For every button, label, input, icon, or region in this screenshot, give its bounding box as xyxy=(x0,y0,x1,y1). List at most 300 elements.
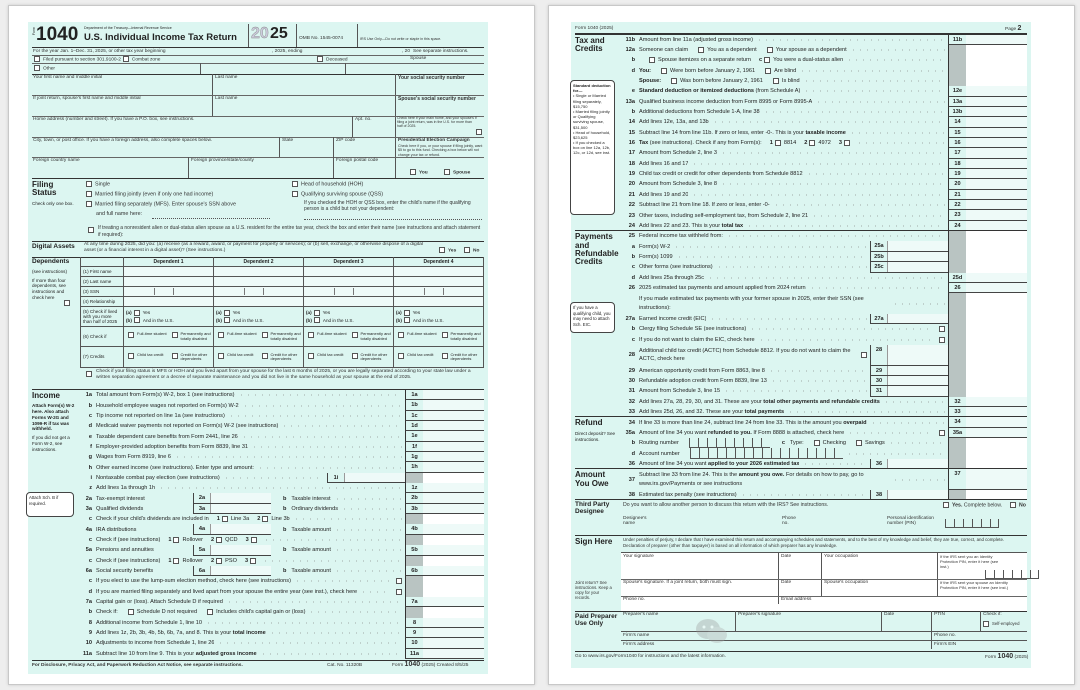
dependent-check[interactable]: Child tax credit xyxy=(306,353,348,362)
checkbox[interactable] xyxy=(34,65,40,71)
amount-field[interactable] xyxy=(888,241,948,250)
line-text: Add lines 25a through 25c xyxy=(639,274,704,281)
amount-field[interactable] xyxy=(423,628,484,638)
amount-field[interactable] xyxy=(423,411,484,421)
checkbox-option[interactable] xyxy=(168,537,203,543)
inline-amount-box[interactable] xyxy=(870,314,948,324)
checkbox[interactable] xyxy=(86,181,92,187)
spouse-occupation-field[interactable]: Spouse's occupation xyxy=(824,580,869,585)
lived-with-yes[interactable]: (a) Yes xyxy=(396,310,421,316)
last-name-field[interactable]: Last name xyxy=(215,75,238,80)
checkbox[interactable] xyxy=(128,609,134,615)
amount-field[interactable] xyxy=(423,483,484,493)
checkbox-option[interactable] xyxy=(759,57,843,63)
amount-field[interactable] xyxy=(423,390,484,400)
amount-field[interactable] xyxy=(966,128,1027,138)
inline-amount-box[interactable] xyxy=(327,473,405,483)
main-home-checkbox[interactable] xyxy=(476,129,482,135)
line-32 xyxy=(623,397,1027,407)
inline-amount-box[interactable] xyxy=(193,504,271,514)
line-number: b xyxy=(283,495,287,502)
pec-spouse[interactable] xyxy=(442,169,470,175)
firm-name-field[interactable]: Firm's name xyxy=(623,633,650,638)
checkbox-option[interactable] xyxy=(804,140,831,146)
mfs-hoh-text: Check if your filing status is MFS or HOH and you lived apart from your spouse for the last 6 months of 2025, or you are legally separated according to your state law under a written separation agreement or a decree of separate maintenance and you did not live in the same household as your spouse at the end of 2025. xyxy=(96,369,471,381)
line-text: Additional income from Schedule 1, line 10 xyxy=(96,619,203,626)
line-text: Account number xyxy=(639,450,680,457)
filing-mfj[interactable] xyxy=(84,191,213,197)
amount-field[interactable] xyxy=(211,493,271,502)
inline-amount-box[interactable] xyxy=(870,386,948,396)
amount-field[interactable] xyxy=(423,493,484,503)
lived-in-us[interactable]: (b) And in the U.S. xyxy=(306,317,354,323)
amount-field[interactable] xyxy=(888,459,948,468)
dot-leader xyxy=(716,266,867,268)
amount-field[interactable] xyxy=(888,252,948,261)
inline-amount-box[interactable] xyxy=(870,262,948,272)
digit-field[interactable] xyxy=(689,438,770,448)
checkbox[interactable] xyxy=(292,181,298,187)
dependent-check[interactable]: Child tax credit xyxy=(126,353,168,362)
amount-field[interactable] xyxy=(966,190,1027,200)
checkbox[interactable] xyxy=(251,537,257,543)
checkbox[interactable] xyxy=(222,516,228,522)
dot-leader xyxy=(770,380,867,382)
checkbox[interactable] xyxy=(224,317,230,323)
email-field[interactable]: Email address xyxy=(781,597,812,602)
spouse-signature-field[interactable]: Spouse's signature. If a joint return, both must sign. xyxy=(623,580,733,585)
firm-address-field[interactable]: Firm's address xyxy=(623,642,655,647)
option-number: 1 xyxy=(168,536,172,543)
state-field[interactable]: State xyxy=(282,138,294,143)
designee-pin-field[interactable] xyxy=(945,519,999,528)
ssn-field[interactable]: Your social security number xyxy=(398,75,465,81)
firm-phone-field[interactable]: Phone no. xyxy=(934,633,956,638)
amount-field[interactable] xyxy=(888,366,948,375)
checkbox[interactable] xyxy=(34,56,40,62)
box-label: 14 xyxy=(948,117,966,127)
dependent-4-cell[interactable] xyxy=(394,297,484,307)
checkbox[interactable] xyxy=(939,337,945,343)
inline-amount-box[interactable] xyxy=(870,366,948,376)
ippin-field[interactable] xyxy=(985,570,1039,579)
amount-field[interactable] xyxy=(966,138,1027,148)
dependent-3-cell[interactable] xyxy=(304,287,394,297)
dot-leader xyxy=(281,425,402,427)
checkbox[interactable] xyxy=(765,68,771,74)
amount-field[interactable] xyxy=(966,428,1027,438)
inline-amount-box[interactable] xyxy=(193,566,271,576)
amount-field[interactable] xyxy=(966,148,1027,158)
dot-leader xyxy=(334,498,402,500)
amount-field[interactable] xyxy=(966,107,1027,117)
checkbox[interactable] xyxy=(396,589,402,595)
dependent-1-cell[interactable] xyxy=(124,277,214,287)
line-c xyxy=(80,514,484,524)
box-label: 10 xyxy=(405,638,423,648)
amount-field[interactable] xyxy=(423,638,484,648)
amount-field[interactable] xyxy=(966,169,1027,179)
checkbox[interactable] xyxy=(943,502,949,508)
filing-qss[interactable] xyxy=(290,191,383,197)
amount-field[interactable] xyxy=(423,400,484,410)
checkbox[interactable] xyxy=(844,140,850,146)
checkbox[interactable] xyxy=(856,440,862,446)
apt-field[interactable]: Apt. no. xyxy=(355,117,372,122)
checkbox[interactable] xyxy=(218,332,224,338)
callout-item: • Single or Married filing separately, $15,750 xyxy=(573,93,606,109)
amount-field[interactable] xyxy=(888,376,948,385)
checkbox[interactable] xyxy=(292,191,298,197)
amount-field[interactable] xyxy=(423,452,484,462)
amount-field[interactable] xyxy=(423,566,484,576)
dependent-check[interactable]: Full-time student xyxy=(306,332,348,341)
checkbox[interactable] xyxy=(86,201,92,207)
label: Yes. xyxy=(952,502,963,509)
dependent-4-cell[interactable] xyxy=(394,277,484,287)
amount-field[interactable] xyxy=(423,431,484,441)
dependent-check[interactable]: Credit for other dependents xyxy=(260,353,302,362)
amount-field[interactable] xyxy=(423,421,484,431)
deceased[interactable] xyxy=(315,56,348,62)
checkbox-option[interactable] xyxy=(168,558,203,564)
amount-field[interactable] xyxy=(423,524,484,534)
inline-amount-box[interactable] xyxy=(870,376,948,386)
city-field[interactable]: City, town, or post office. If you have a foreign address, also complete spaces below. xyxy=(33,138,213,143)
checkbox[interactable] xyxy=(317,56,323,62)
checkbox[interactable] xyxy=(661,68,667,74)
inline-amount-box[interactable] xyxy=(193,493,271,503)
checkbox[interactable] xyxy=(396,578,402,584)
checkbox[interactable] xyxy=(442,332,448,338)
checkbox[interactable] xyxy=(671,78,677,84)
footer-form-no: 1040 xyxy=(404,661,421,668)
your-signature-field[interactable]: Your signature xyxy=(623,554,654,559)
amount-field[interactable] xyxy=(966,159,1027,169)
checkbox[interactable] xyxy=(314,317,320,323)
dependent-2-cell[interactable] xyxy=(214,267,304,277)
checkbox[interactable] xyxy=(352,353,358,359)
line-31 xyxy=(623,386,1027,396)
checkbox[interactable] xyxy=(861,352,867,358)
amount-field[interactable] xyxy=(966,210,1027,220)
amount-field[interactable] xyxy=(211,504,271,513)
checkbox[interactable] xyxy=(1010,502,1016,508)
dependent-check[interactable]: Child tax credit xyxy=(396,353,438,362)
checkbox[interactable] xyxy=(207,609,213,615)
checkbox-option[interactable] xyxy=(771,78,800,84)
amount-field[interactable] xyxy=(966,86,1027,96)
preparer-signature-field[interactable]: Preparer's signature xyxy=(738,612,782,617)
digit-field[interactable] xyxy=(690,448,843,458)
firm-ein-field[interactable]: Firm's EIN xyxy=(934,642,957,647)
more-dependents-checkbox[interactable] xyxy=(64,300,70,306)
box-label: 11a xyxy=(405,649,423,659)
checkbox[interactable] xyxy=(404,317,410,323)
checkbox[interactable] xyxy=(983,621,989,627)
inline-amount-box[interactable] xyxy=(193,545,271,555)
dot-leader xyxy=(341,508,402,510)
amount-field[interactable] xyxy=(888,345,948,365)
checkbox[interactable] xyxy=(464,247,470,253)
checkbox-option[interactable] xyxy=(696,47,757,53)
checkbox[interactable] xyxy=(649,57,655,63)
amount-field[interactable] xyxy=(966,283,1027,293)
checkbox[interactable] xyxy=(134,317,140,323)
amount-field[interactable] xyxy=(966,179,1027,189)
checkbox-option[interactable] xyxy=(647,57,751,63)
dependent-2-cell[interactable] xyxy=(214,287,304,297)
lived-in-us[interactable]: (b) And in the U.S. xyxy=(216,317,264,323)
box-label xyxy=(405,535,423,545)
filing-hoh[interactable] xyxy=(290,181,363,187)
first-name-field[interactable]: Your first name and middle initial xyxy=(33,75,103,80)
self-employed-checkbox[interactable] xyxy=(981,621,1019,627)
box-label: 3b xyxy=(405,504,423,514)
pec-you[interactable] xyxy=(408,169,428,175)
checkbox[interactable] xyxy=(398,353,404,359)
other-checkbox[interactable] xyxy=(32,65,55,71)
box-label: 2a xyxy=(194,493,211,502)
amount-field[interactable] xyxy=(423,545,484,555)
phone-field[interactable]: Phone no. xyxy=(623,597,645,602)
lived-with-yes[interactable]: (a) Yes xyxy=(126,310,151,316)
mfs-name-field[interactable] xyxy=(152,218,270,219)
amount-field xyxy=(966,45,1027,55)
checkbox[interactable] xyxy=(939,430,945,436)
checkbox[interactable] xyxy=(172,353,178,359)
dependent-1-cell[interactable] xyxy=(124,267,214,277)
filing-mfs[interactable] xyxy=(84,201,236,207)
dependent-2-cell[interactable] xyxy=(214,297,304,307)
preparer-date-field[interactable]: Date xyxy=(884,612,895,617)
dot-leader xyxy=(709,318,867,320)
lived-in-us[interactable]: (b) And in the U.S. xyxy=(396,317,444,323)
home-address-field[interactable]: Home address (number and street). If you have a P.O. box, see instructions. xyxy=(33,117,195,122)
digital-yes[interactable] xyxy=(437,247,456,253)
checkbox-option[interactable] xyxy=(669,78,763,84)
preparer-name-field[interactable]: Preparer's name xyxy=(623,612,659,617)
dependent-check[interactable]: Permanently and totally disabled xyxy=(350,332,392,341)
amount-field[interactable] xyxy=(345,473,405,482)
ptin-field[interactable]: PTIN xyxy=(934,612,945,617)
checkbox[interactable] xyxy=(809,140,815,146)
checkbox-option[interactable] xyxy=(257,516,289,522)
lived-with-yes[interactable]: (a) Yes xyxy=(216,310,241,316)
dependent-3-cell[interactable] xyxy=(304,297,394,307)
inline-amount-box[interactable] xyxy=(193,524,271,534)
checkbox-option[interactable] xyxy=(246,537,260,543)
checkbox-option[interactable] xyxy=(770,140,797,146)
checkbox[interactable] xyxy=(398,332,404,338)
checkbox[interactable] xyxy=(442,353,448,359)
dependent-check[interactable]: Permanently and totally disabled xyxy=(260,332,302,341)
checkbox[interactable] xyxy=(173,558,179,564)
amount-field[interactable] xyxy=(966,417,1027,427)
checkbox[interactable] xyxy=(262,353,268,359)
checkbox[interactable] xyxy=(352,332,358,338)
amount-field[interactable] xyxy=(966,117,1027,127)
checkbox[interactable] xyxy=(262,516,268,522)
dot-leader xyxy=(883,401,945,403)
checkbox[interactable] xyxy=(775,140,781,146)
checkbox[interactable] xyxy=(172,332,178,338)
filing-single[interactable] xyxy=(84,181,110,187)
dependent-4-cell[interactable] xyxy=(394,287,484,297)
line-text: Amount from Schedule 3, line 8 xyxy=(639,181,718,188)
line-number: c xyxy=(88,412,92,419)
designee-name-field[interactable]: Designee's name xyxy=(623,516,647,526)
checkbox-option[interactable] xyxy=(659,68,755,74)
amount-field[interactable] xyxy=(423,597,484,607)
amount-field[interactable] xyxy=(211,566,271,575)
amount-field[interactable] xyxy=(423,618,484,628)
amount-field[interactable] xyxy=(966,469,1027,490)
digital-no[interactable] xyxy=(462,247,479,253)
spouse-ssn-field[interactable]: Spouse's social security number xyxy=(398,96,476,102)
dependent-1-cell[interactable] xyxy=(124,297,214,307)
spouse-first-name-field[interactable]: If joint return, spouse's first name and middle initial xyxy=(33,96,141,101)
amount-field[interactable] xyxy=(423,442,484,452)
checkbox[interactable] xyxy=(250,558,256,564)
checkbox[interactable] xyxy=(439,247,445,253)
line-h xyxy=(80,462,484,472)
amount-field[interactable] xyxy=(211,545,271,554)
child-name-field[interactable] xyxy=(304,219,482,220)
dependent-check[interactable]: Permanently and totally disabled xyxy=(170,332,212,341)
dependent-check[interactable]: Credit for other dependents xyxy=(170,353,212,362)
checkbox-option[interactable] xyxy=(763,68,796,74)
checkbox[interactable] xyxy=(308,332,314,338)
amount-field[interactable] xyxy=(211,524,271,533)
designee-phone-field[interactable]: Phone no. xyxy=(782,516,796,526)
amount-field[interactable] xyxy=(966,35,1027,45)
nonresident-checkbox[interactable] xyxy=(88,227,94,233)
dependent-1-cell xyxy=(124,307,214,327)
line-text: Subtract line 33 from line 24. This is the amount you owe. For details on how to pay, go to www.irs.gov/Payments or see instructions xyxy=(639,472,864,487)
amount-field[interactable] xyxy=(423,462,484,472)
option-number: 3 xyxy=(244,557,249,564)
lived-in-us[interactable]: (b) And in the U.S. xyxy=(126,317,174,323)
foreign-country-field[interactable]: Foreign country name xyxy=(33,158,80,163)
occupation-field[interactable]: Your occupation xyxy=(824,554,859,559)
checkbox-option[interactable] xyxy=(217,516,249,522)
checkbox[interactable] xyxy=(404,310,410,316)
checkbox[interactable] xyxy=(216,537,222,543)
checkbox[interactable] xyxy=(444,169,450,175)
checkbox[interactable] xyxy=(764,57,770,63)
line-34 xyxy=(623,417,1027,427)
checkbox-option[interactable] xyxy=(211,558,237,564)
amount-field[interactable] xyxy=(888,262,948,271)
dependent-4-cell[interactable] xyxy=(394,267,484,277)
checkbox[interactable] xyxy=(698,47,704,53)
foreign-postal-field[interactable]: Foreign postal code xyxy=(336,158,379,163)
dot-leader xyxy=(720,152,945,154)
amount-field[interactable] xyxy=(888,386,948,395)
checkbox[interactable] xyxy=(308,353,314,359)
spouse-date-field[interactable]: Date xyxy=(781,580,792,585)
checkbox[interactable] xyxy=(410,169,416,175)
zip-field[interactable]: ZIP code xyxy=(336,138,356,143)
checkbox[interactable] xyxy=(173,537,179,543)
checkbox[interactable] xyxy=(128,353,134,359)
line-text: Check if your child's dividends are included in xyxy=(96,516,209,523)
page-label: Page xyxy=(1005,27,1017,32)
checkbox[interactable] xyxy=(773,78,779,84)
checkbox[interactable] xyxy=(224,310,230,316)
designee-yes[interactable] xyxy=(941,502,1002,508)
checkbox-option[interactable] xyxy=(839,140,853,146)
checkbox[interactable] xyxy=(86,191,92,197)
dependent-check[interactable]: Full-time student xyxy=(126,332,168,341)
checkbox-option[interactable] xyxy=(211,537,238,543)
dot-leader xyxy=(849,132,945,134)
dependent-check[interactable]: Credit for other dependents xyxy=(350,353,392,362)
amount-field[interactable] xyxy=(423,649,484,659)
amount-field xyxy=(966,252,1027,262)
checkbox[interactable] xyxy=(123,56,129,62)
inline-amount-box[interactable] xyxy=(870,252,948,262)
filed-pursuant[interactable] xyxy=(32,56,160,62)
checkbox[interactable] xyxy=(314,310,320,316)
checkbox[interactable] xyxy=(939,326,945,332)
checkbox-option[interactable] xyxy=(854,440,885,446)
checkbox[interactable] xyxy=(216,558,222,564)
checkbox-option[interactable] xyxy=(126,609,197,615)
dependent-3-cell[interactable] xyxy=(304,267,394,277)
dependent-check[interactable]: Full-time student xyxy=(216,332,258,341)
amount-field[interactable] xyxy=(966,97,1027,107)
checkbox[interactable] xyxy=(814,440,820,446)
dot-leader xyxy=(773,204,945,206)
date-field[interactable]: Date xyxy=(781,554,792,559)
amount-field[interactable] xyxy=(966,200,1027,210)
line-d xyxy=(623,66,1027,76)
checkbox-option[interactable] xyxy=(765,47,847,53)
inline-amount-box[interactable] xyxy=(870,241,948,251)
dependent-check[interactable]: Permanently and totally disabled xyxy=(440,332,482,341)
dependent-check[interactable]: Child tax credit xyxy=(216,353,258,362)
lived-with-yes[interactable]: (a) Yes xyxy=(306,310,331,316)
page-number: 2 xyxy=(1017,25,1022,32)
checkbox[interactable] xyxy=(767,47,773,53)
foreign-province-field[interactable]: Foreign province/state/county xyxy=(191,158,254,163)
checkbox-option[interactable] xyxy=(245,558,259,564)
amount-field[interactable] xyxy=(888,314,948,323)
checkbox-option[interactable] xyxy=(812,440,846,446)
amount-field[interactable] xyxy=(888,490,948,499)
dependent-1-cell[interactable] xyxy=(124,287,214,297)
checkbox[interactable] xyxy=(262,332,268,338)
dot-leader xyxy=(257,467,402,469)
designee-no[interactable] xyxy=(1008,502,1026,508)
inline-amount-box[interactable] xyxy=(870,345,948,366)
amount-field[interactable] xyxy=(966,397,1027,407)
dependent-check[interactable]: Full-time student xyxy=(396,332,438,341)
dependent-3-cell[interactable] xyxy=(304,277,394,287)
checkbox-option[interactable] xyxy=(205,609,305,615)
amount-field[interactable] xyxy=(966,273,1027,283)
dependent-check[interactable]: Credit for other dependents xyxy=(440,353,482,362)
amount-field[interactable] xyxy=(423,504,484,514)
checkbox[interactable] xyxy=(128,332,134,338)
dependent-2-cell[interactable] xyxy=(214,277,304,287)
checkbox[interactable] xyxy=(218,353,224,359)
spouse-last-name-field[interactable]: Last name xyxy=(215,96,238,101)
checkbox[interactable] xyxy=(134,310,140,316)
mfs-hoh-checkbox[interactable] xyxy=(86,371,92,377)
